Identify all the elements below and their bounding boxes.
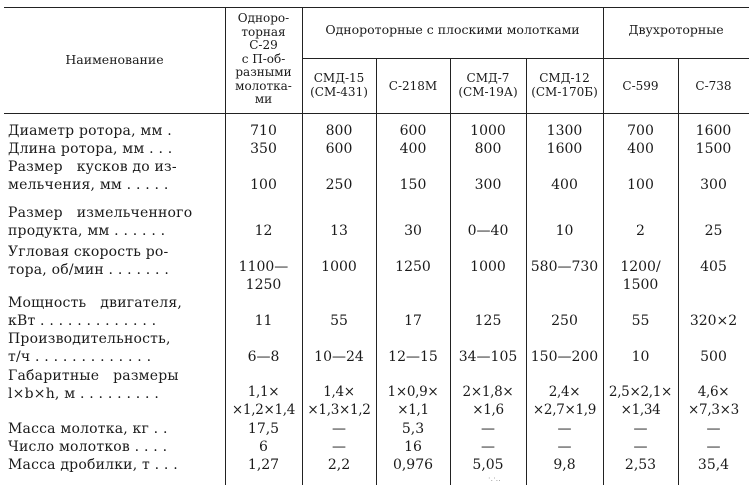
- table-cell: 2,2: [327, 457, 351, 473]
- table-cell: 1250: [395, 259, 431, 275]
- table-cell: 1000: [470, 259, 506, 275]
- table-cell: 6: [259, 439, 268, 455]
- table-cell: 100: [250, 177, 277, 193]
- table-cell: 150: [399, 177, 427, 193]
- table-cell: 1200/ 1500: [620, 259, 661, 293]
- table-cell: 1,27: [247, 457, 280, 473]
- row-label-dimensions-line2: l×b×h, м . . . . . . . . .: [8, 386, 160, 402]
- table-cell: 25: [704, 223, 723, 239]
- table-cell: 5,3: [401, 421, 425, 437]
- table-cell: —: [706, 421, 721, 437]
- name-column-header: Наименование: [65, 52, 164, 67]
- column-header-smd15: СМД-15 (СМ-431): [310, 71, 368, 99]
- table-cell: —: [706, 439, 721, 455]
- table-cell: 700: [627, 123, 654, 139]
- table-cell: 300: [700, 177, 727, 193]
- table-cell: —: [332, 421, 346, 437]
- table-cell: 710: [250, 123, 277, 139]
- table-cell: 2,53: [624, 457, 657, 473]
- group-header-double-rotor: Двухроторные: [628, 22, 724, 37]
- table-cell: 320×2: [689, 313, 738, 329]
- table-cell: 4,6× ×7,3×3: [688, 384, 739, 418]
- column-header-c738: С-738: [695, 79, 732, 93]
- table-cell: 1×0,9× ×1,1: [387, 384, 439, 418]
- table-cell: 1000: [321, 259, 357, 275]
- column-header-c599: С-599: [622, 79, 659, 93]
- row-label-feed-size-line2: мельчения, мм . . . . .: [8, 177, 169, 193]
- table-cell: 5,05: [472, 457, 504, 473]
- table-cell: 2,5×2,1× ×1,34: [608, 384, 673, 418]
- table-cell: 1,1× ×1,2×1,4: [231, 384, 296, 418]
- row-label-dimensions-line1: Габаритные размеры: [8, 368, 179, 384]
- table-cell: 12: [254, 223, 273, 239]
- table-cell: 1100— 1250: [238, 259, 289, 293]
- row-label-capacity-line1: Производительность,: [8, 331, 171, 347]
- table-cell: 600: [399, 123, 427, 139]
- table-cell: 150—200: [530, 349, 599, 365]
- table-cell: 400: [551, 177, 578, 193]
- table-cell: 100: [627, 177, 654, 193]
- row-label-product-size-line2: продукта, мм . . . . . .: [8, 223, 166, 239]
- table-cell: 350: [250, 141, 277, 157]
- table-cell: 0—40: [467, 223, 509, 239]
- column-header-c29: Одноро- торная С-29 с П-об- разными молотка- ми: [235, 11, 292, 106]
- row-label-hammer-count: Число молотков . . . .: [8, 439, 168, 455]
- table-cell: 400: [627, 141, 654, 157]
- table-cell: 600: [325, 141, 353, 157]
- table-cell: 55: [330, 313, 348, 329]
- row-label-hammer-mass: Масса молотка, кг . .: [8, 421, 168, 437]
- row-label-rotor-speed-line2: тора, об/мин . . . . . . .: [8, 262, 170, 278]
- row-label-motor-power-line2: кВт . . . . . . . . . . . . .: [8, 313, 157, 329]
- table-top-rule: [4, 7, 749, 8]
- table-cell: 35,4: [697, 457, 730, 473]
- table-cell: 1500: [695, 141, 732, 157]
- table-cell: 6—8: [247, 349, 280, 365]
- table-cell: 250: [325, 177, 353, 193]
- row-label-capacity-line2: т/ч . . . . . . . . . . . . .: [8, 349, 152, 365]
- column-header-c218m: С-218М: [388, 79, 438, 93]
- table-cell: 10: [631, 349, 650, 365]
- table-cell: 2: [636, 223, 645, 239]
- table-cell: 13: [330, 223, 348, 239]
- row-label-rotor-length: Длина ротора, мм . . .: [8, 141, 173, 157]
- table-cell: 125: [474, 313, 502, 329]
- table-cell: 800: [325, 123, 353, 139]
- table-cell: 1300: [546, 123, 583, 139]
- print-smudge: ·.·..: [488, 474, 501, 483]
- row-label-feed-size-line1: Размер кусков до из-: [8, 159, 177, 175]
- row-label-product-size-line1: Размер измельченного: [8, 205, 193, 221]
- table-cell: —: [633, 421, 648, 437]
- table-cell: 30: [404, 223, 422, 239]
- table-cell: 17: [404, 313, 422, 329]
- table-cell: 10—24: [314, 349, 364, 365]
- column-header-smd12: СМД-12 (СМ-170Б): [531, 71, 598, 99]
- row-label-motor-power-line1: Мощность двигателя,: [8, 295, 183, 311]
- table-cell: 55: [631, 313, 650, 329]
- table-cell: 2,4× ×2,7×1,9: [532, 384, 597, 418]
- row-label-crusher-mass: Масса дробилки, т . . .: [8, 457, 178, 473]
- column-header-smd7: СМД-7 (СМ-19А): [458, 71, 518, 99]
- table-cell: 250: [551, 313, 578, 329]
- table-cell: —: [332, 439, 346, 455]
- table-cell: 1600: [546, 141, 583, 157]
- table-cell: 16: [404, 439, 422, 455]
- table-cell: 2×1,8× ×1,6: [462, 384, 514, 418]
- table-cell: —: [633, 439, 648, 455]
- table-cell: 580—730: [530, 259, 599, 275]
- table-cell: 17,5: [247, 421, 280, 437]
- row-label-rotor-diameter: Диаметр ротора, мм .: [8, 123, 172, 139]
- group-header-single-rotor: Однороторные с плоскими молотками: [325, 22, 580, 37]
- table-cell: 9,8: [553, 457, 576, 473]
- table-cell: —: [557, 421, 572, 437]
- table-cell: —: [557, 439, 572, 455]
- table-cell: 1000: [470, 123, 506, 139]
- table-cell: —: [481, 439, 495, 455]
- table-cell: 0,976: [392, 457, 434, 473]
- table-cell: 10: [555, 223, 574, 239]
- table-cell: —: [481, 421, 495, 437]
- table-cell: 300: [474, 177, 502, 193]
- table-cell: 12—15: [388, 349, 438, 365]
- table-cell: 11: [254, 313, 273, 329]
- table-cell: 800: [474, 141, 502, 157]
- table-cell: 34—105: [458, 349, 518, 365]
- table-cell: 1,4× ×1,3×1,2: [307, 384, 371, 418]
- table-cell: 405: [700, 259, 727, 275]
- table-cell: 400: [399, 141, 427, 157]
- table-cell: 500: [700, 349, 727, 365]
- row-label-rotor-speed-line1: Угловая скорость ро-: [8, 244, 169, 260]
- table-cell: 1600: [695, 123, 732, 139]
